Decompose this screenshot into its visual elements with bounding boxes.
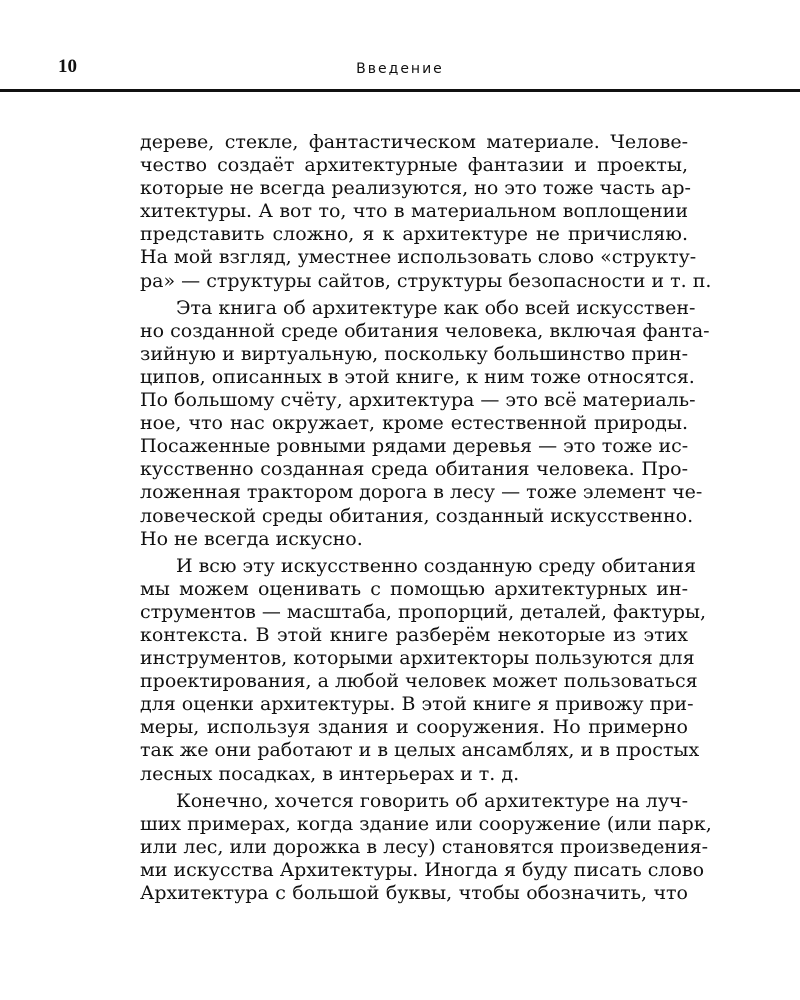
text-line: меры, используя здания и сооружения. Но примерно <box>140 716 688 739</box>
paragraph <box>140 789 712 905</box>
text-line: ми искусства Архитектуры. Иногда я буду писать слово <box>140 858 705 881</box>
text-line: струментов — масштаба, пропорций, деталей, фактуры, <box>140 600 707 623</box>
text-line: контекста. В этой книге разберём некоторые из этих <box>140 623 688 646</box>
text-line: Но не всегда искусно. <box>140 527 363 550</box>
text-line: Посаженные ровными рядами деревья — это тоже ис- <box>140 435 689 458</box>
paragraph <box>140 296 710 551</box>
text-line: зийную и виртуальную, поскольку большинство прин- <box>140 342 688 365</box>
text-line: Эта книга об архитектуре как обо всей искусствен- <box>176 296 696 319</box>
header-rule <box>0 89 800 92</box>
text-line: ципов, описанных в этой книге, к ним тоже относятся. <box>140 365 695 388</box>
text-line: так же они работают и в целых ансамблях, и в простых <box>140 739 700 762</box>
text-line: ших примерах, когда здание или сооружение (или парк, <box>140 812 712 835</box>
text-line: хитектуры. А вот то, что в материальном воплощении <box>140 200 688 223</box>
text-line: кусственно созданная среда обитания человека. Про- <box>140 458 688 481</box>
text-line: дереве, стекле, фантастическом материале. Челове- <box>140 131 688 153</box>
text-line: По большому счёту, архитектура — это всё материаль- <box>140 389 696 412</box>
paragraph <box>140 554 707 786</box>
paragraph <box>140 131 712 293</box>
text-line: чество создаёт архитектурные фантазии и проекты, <box>140 154 688 177</box>
text-line: Архитектура с большой буквы, чтобы обозначить, что <box>140 882 688 904</box>
page-number: 10 <box>58 56 77 77</box>
text-line: но созданной среде обитания человека, включая фанта- <box>140 319 710 342</box>
text-line: представить сложно, я к архитектуре не причисляю. <box>140 223 688 246</box>
text-line: инструментов, которыми архитекторы пользуются для <box>140 647 695 670</box>
text-line: или лес, или дорожка в лесу) становятся произведения- <box>140 835 709 858</box>
text-line: ложенная трактором дорога в лесу — тоже элемент че- <box>140 481 703 504</box>
text-line: для оценки архитектуры. В этой книге я привожу при- <box>140 693 694 716</box>
text-line: мы можем оценивать с помощью архитектурных ин- <box>140 577 688 600</box>
text-line: На мой взгляд, уместнее использовать слово «структу- <box>140 246 697 269</box>
text-line: проектирования, а любой человек может пользоваться <box>140 670 698 693</box>
text-line: ловеческой среды обитания, созданный искусственно. <box>140 504 694 527</box>
text-line: лесных посадках, в интерьерах и т. д. <box>140 762 520 785</box>
running-title: Введение <box>356 61 444 77</box>
running-head <box>0 0 800 92</box>
body-text <box>140 131 712 905</box>
text-line: Конечно, хочется говорить об архитектуре на луч- <box>176 789 688 812</box>
text-line: ра» — структуры сайтов, структуры безопасности и т. п. <box>140 269 712 292</box>
text-line: которые не всегда реализуются, но это тоже часть ар- <box>140 177 691 200</box>
text-line: ное, что нас окружает, кроме естественной природы. <box>140 412 688 435</box>
text-line: И всю эту искусственно созданную среду обитания <box>176 554 697 577</box>
